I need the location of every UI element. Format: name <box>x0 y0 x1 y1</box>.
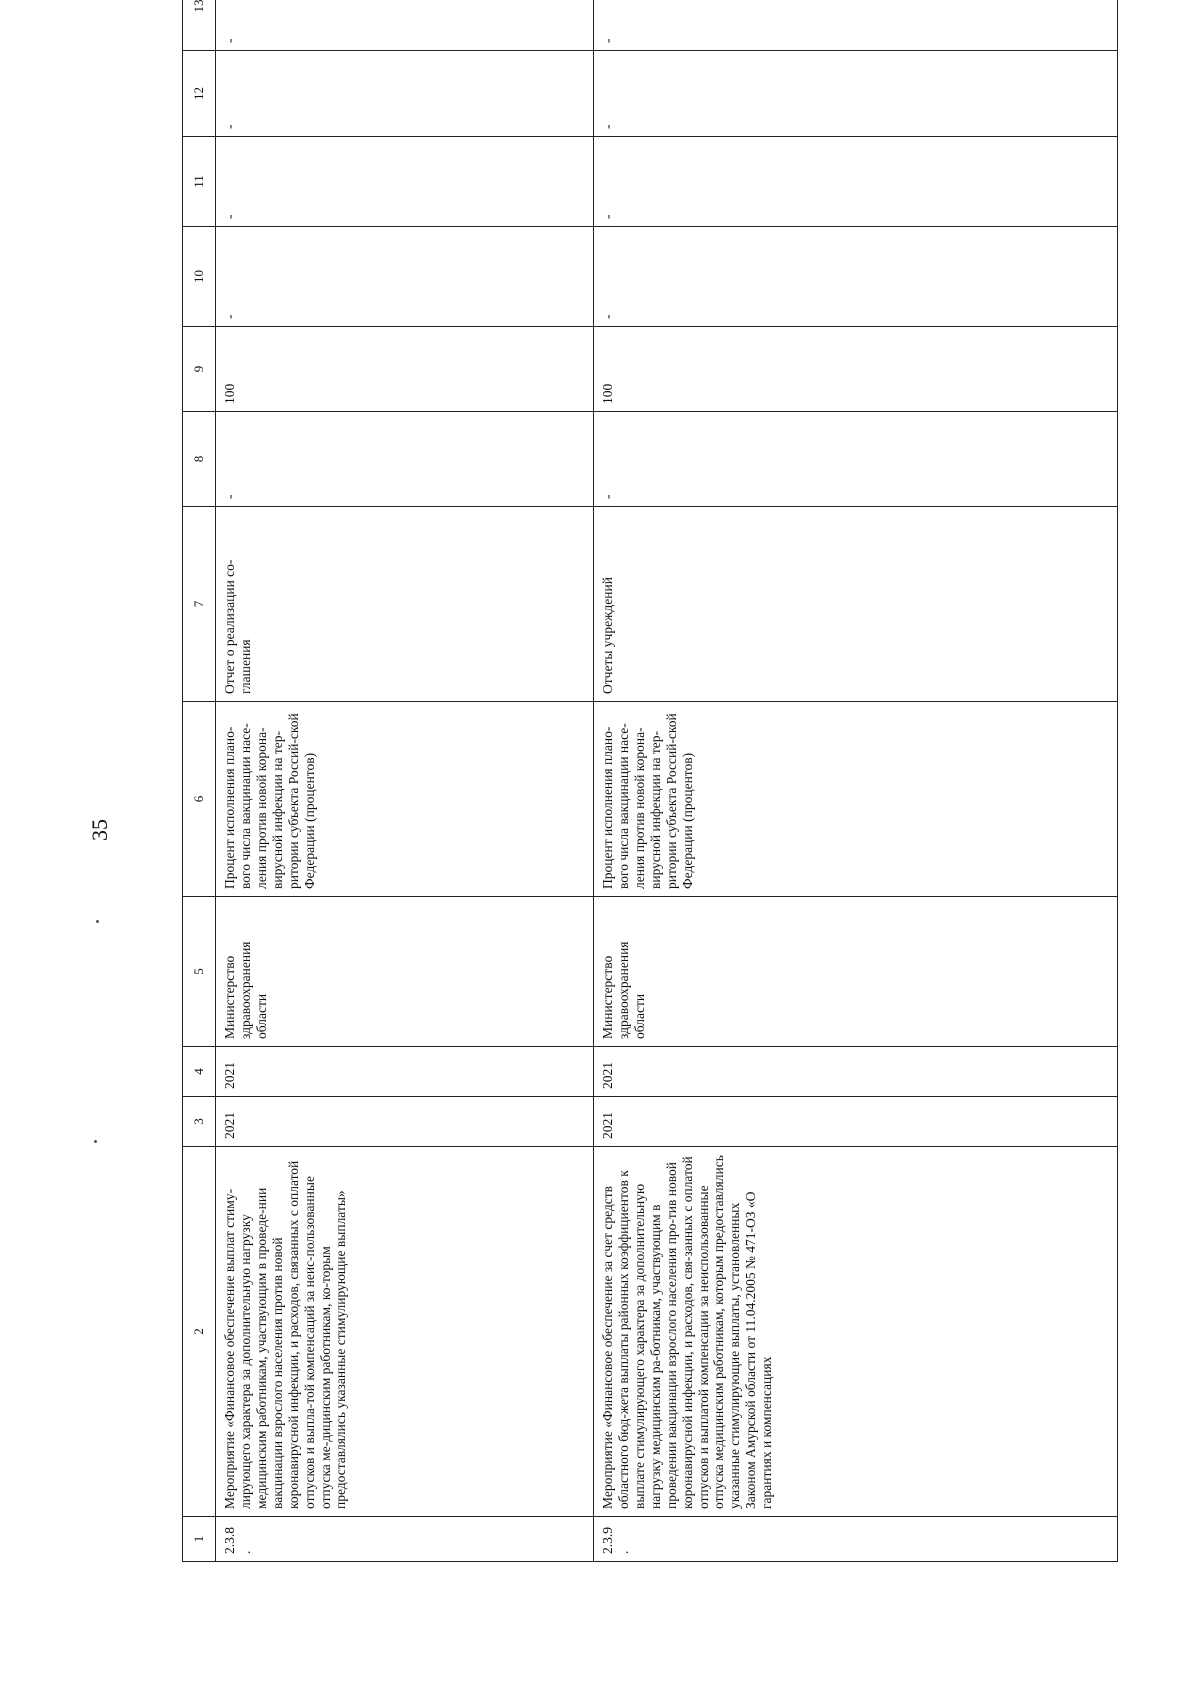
table-row <box>594 0 1118 1562</box>
column-header: 6 <box>183 702 216 897</box>
column-header: 12 <box>183 51 216 137</box>
item-number: 2.3.9. <box>594 1517 1118 1562</box>
responsible-executor: Министерство здравоохранения области <box>216 897 594 1047</box>
scan-speck <box>96 920 99 923</box>
indicator-name: Процент исполнения плано-вого числа вакцинации насе-ления против новой корона-вирусной инфекции на тер-ритории субъекта Россий-ской Федерации (процентов) <box>594 702 1118 897</box>
table-row <box>216 0 594 1562</box>
responsible-executor: Министерство здравоохранения области <box>594 897 1118 1047</box>
column-header: 5 <box>183 897 216 1047</box>
column-header: 2 <box>183 1147 216 1517</box>
program-activities-table <box>182 0 1118 1562</box>
start-year: 2021 <box>216 1097 594 1147</box>
data-source: Отчет о реализации со-глашения <box>216 507 594 702</box>
data-source: Отчеты учреждений <box>594 507 1118 702</box>
activity-name: Мероприятие «Финансовое обеспечение выплат стиму-лирующего характера за дополнительную нагрузку медицинским работникам, участвующим в проведе-нии вакцинации взрослого населения против новой коронавирусной инфекции, и расходов, связанных с оплатой отпусков и выпла-той компенсаций за неис-пользованные отпуска ме-дицинским работникам, ко-торым предоставлялись указанные стимулирующие выплаты» <box>216 1147 594 1517</box>
rotated-table-wrapper <box>182 0 1117 1562</box>
value-cell: 100 <box>594 327 1118 412</box>
value-cell: - <box>594 412 1118 507</box>
value-cell: - <box>594 0 1118 51</box>
column-header: 8 <box>183 412 216 507</box>
activity-name: Мероприятие «Финансовое обеспечение за счет средств областного бюд-жета выплаты районных коэффициентов к выплате стимулирующего характера за дополнительную нагрузку медицинским ра-ботникам, участвующим в проведении вакцинации взрослого населения про-тив новой коронавирусной инфекции, и расходов, свя-занных с оплатой отпусков и выплатой компенсации за неиспользованные отпуска медицинским работникам, которым предоставлялись указанные стимулирующие выплаты, установленных Законом Амурской области от 11.04.2005 № 471-ОЗ «О гарантиях и компенсациях <box>594 1147 1118 1517</box>
end-year: 2021 <box>216 1047 594 1097</box>
start-year: 2021 <box>594 1097 1118 1147</box>
column-header: 1 <box>183 1517 216 1562</box>
column-header: 7 <box>183 507 216 702</box>
column-header: 3 <box>183 1097 216 1147</box>
indicator-name: Процент исполнения плано-вого числа вакцинации насе-ления против новой корона-вирусной инфекции на тер-ритории субъекта Россий-ской Федерации (процентов) <box>216 702 594 897</box>
value-cell: - <box>594 51 1118 137</box>
column-header: 10 <box>183 227 216 327</box>
column-header: 11 <box>183 137 216 227</box>
scan-speck <box>94 1140 97 1143</box>
value-cell: 100 <box>216 327 594 412</box>
value-cell: - <box>594 227 1118 327</box>
page-number: 35 <box>87 819 112 841</box>
value-cell: - <box>216 227 594 327</box>
value-cell: - <box>594 137 1118 227</box>
header-row <box>183 0 216 1562</box>
column-header: 9 <box>183 327 216 412</box>
value-cell: - <box>216 137 594 227</box>
value-cell: - <box>216 0 594 51</box>
item-number: 2.3.8. <box>216 1517 594 1562</box>
column-header: 13 <box>183 0 216 51</box>
value-cell: - <box>216 51 594 137</box>
end-year: 2021 <box>594 1047 1118 1097</box>
column-header: 4 <box>183 1047 216 1097</box>
value-cell: - <box>216 412 594 507</box>
